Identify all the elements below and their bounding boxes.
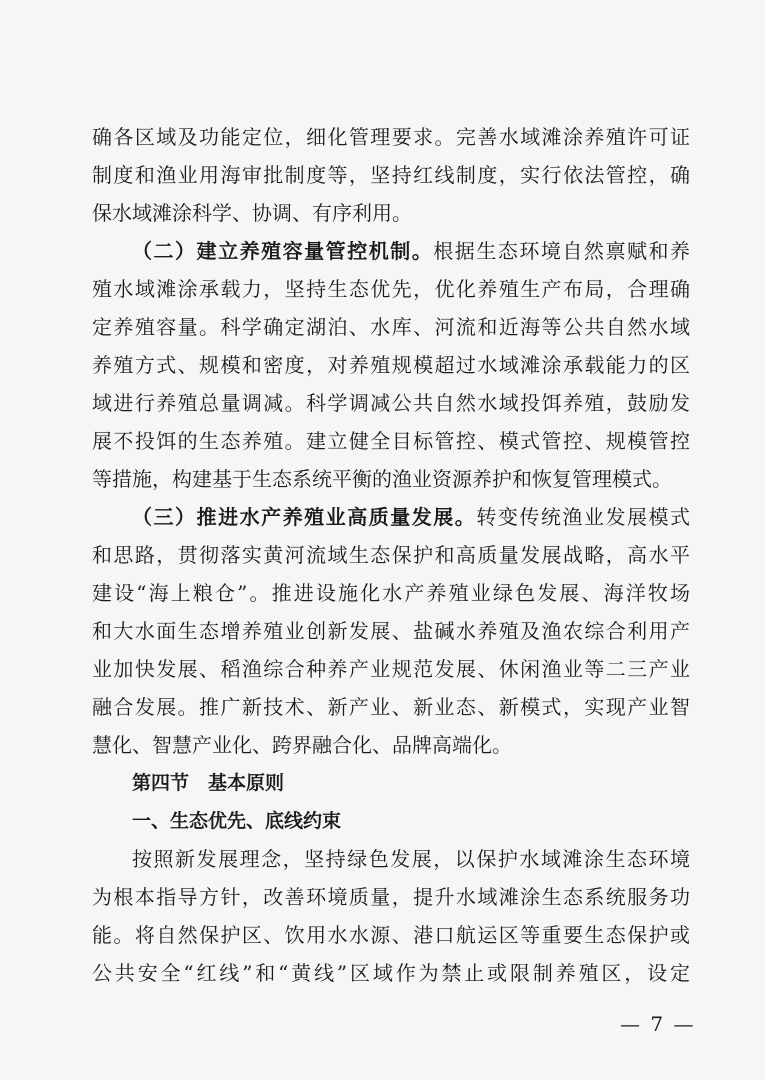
document-body [92,118,690,992]
subsection-heading: 一、生态优先、底线约束 [132,810,342,832]
paragraph-first-rest: 根据生态环境自然禀赋和养 [433,239,690,263]
paragraph-first-rest: 转变传统渔业发展模式 [476,505,690,529]
text-line-first [92,232,690,270]
paragraph-lead: （三）推进水产养殖业高质量发展。 [132,505,477,529]
paragraph-3 [92,498,690,764]
paragraph-1 [92,118,690,232]
text-line: 能。将自然保护区、饮用水水源、港口航运区等重要生态保护或 [92,923,690,947]
text-line: 业加快发展、稻渔综合种养产业规范发展、休闲渔业等二三产业 [92,657,690,681]
paragraph-lead: （二）建立养殖容量管控机制。 [132,239,434,263]
section-heading: 第四节 基本原则 [132,772,285,794]
text-line: 建设“海上粮仓”。推进设施化水产养殖业绿色发展、海洋牧场 [92,581,690,605]
text-line: 殖水域滩涂承载力，坚持生态优先，优化养殖生产布局，合理确 [92,277,690,301]
text-line: 慧化、智慧产业化、跨界融合化、品牌高端化。 [92,733,512,757]
text-line: 保水域滩涂科学、协调、有序利用。 [92,201,412,225]
text-line: 域进行养殖总量调减。科学调减公共自然水域投饵养殖，鼓励发 [92,391,690,415]
text-line: 确各区域及功能定位，细化管理要求。完善水域滩涂养殖许可证 [92,125,690,149]
text-line: 制度和渔业用海审批制度等，坚持红线制度，实行依法管控，确 [92,163,690,187]
text-line: 融合发展。推广新技术、新产业、新业态、新模式，实现产业智 [92,695,690,719]
text-line: 公共安全“红线”和“黄线”区域作为禁止或限制养殖区，设定 [92,961,690,985]
text-line: 养殖方式、规模和密度，对养殖规模超过水域滩涂承载能力的区 [92,353,690,377]
text-line: 等措施，构建基于生态系统平衡的渔业资源养护和恢复管理模式。 [92,467,672,491]
text-line: 定养殖容量。科学确定湖泊、水库、河流和近海等公共自然水域 [92,315,690,339]
text-line-first [92,498,690,536]
page-number: — 7 — [620,1012,696,1036]
text-line: 和大水面生态增养殖业创新发展、盐碱水养殖及渔农综合利用产 [92,619,690,643]
paragraph-4 [92,840,690,992]
text-line: 和思路，贯彻落实黄河流域生态保护和高质量发展战略，高水平 [92,543,690,567]
text-line: 按照新发展理念，坚持绿色发展，以保护水域滩涂生态环境 [132,847,690,871]
text-line: 为根本指导方针，改善环境质量，提升水域滩涂生态系统服务功 [92,885,690,909]
paragraph-2 [92,232,690,498]
text-line: 展不投饵的生态养殖。建立健全目标管控、模式管控、规模管控 [92,429,690,453]
